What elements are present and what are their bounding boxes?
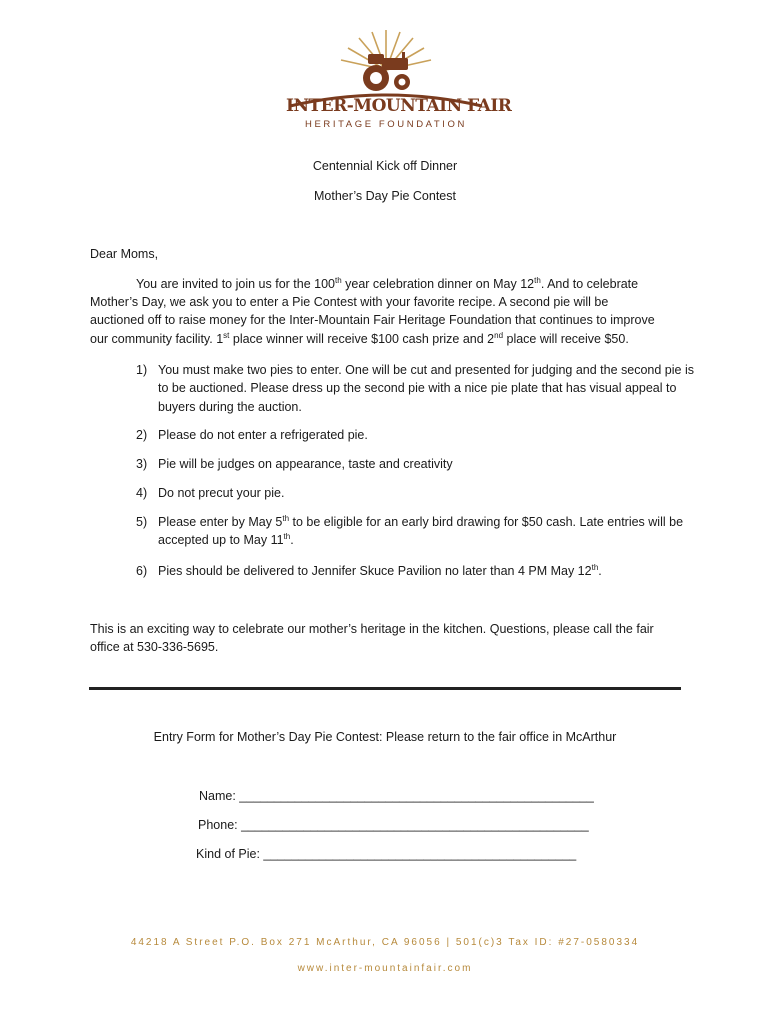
footer-website[interactable]: www.inter-mountainfair.com [297,963,473,974]
greeting: Dear Moms, [90,247,159,261]
foundation-logo [286,26,512,138]
rule-item-4: 4) Do not precut your pie. [136,486,285,500]
rule-item-5: 5) Please enter by May 5th to be eligible for an early bird drawing for $50 cash. Late entries will be accepted up to May 11th. [136,513,684,548]
rule-item-2: 2) Please do not enter a refrigerated pie. [136,428,368,442]
event-title: Centennial Kick off Dinner [312,159,458,173]
contest-title: Mother’s Day Pie Contest [314,189,456,203]
logo-name: INTER-MOUNTAIN FAIR [286,96,512,116]
kind-of-pie-field[interactable]: Kind of Pie: _____________________________________________ [196,847,577,861]
intro-line-1: You are invited to join us for the 100th year celebration dinner on May 12th. And to celebrate [136,275,639,291]
rule-item-3: 3) Pie will be judges on appearance, taste and creativity [136,457,453,471]
name-field[interactable]: Name: ___________________________________________________ [199,789,594,803]
intro-line-2: Mother’s Day, we ask you to enter a Pie Contest with your favorite recipe. A second pie will be [90,295,609,309]
intro-line-4: our community facility. 1st place winner will receive $100 cash prize and 2nd place will receive $50. [90,330,629,346]
intro-line-3: auctioned off to raise money for the Inter-Mountain Fair Heritage Foundation that continues to improve [90,313,655,327]
section-divider [89,687,681,690]
entry-form-title: Entry Form for Mother’s Day Pie Contest: Please return to the fair office in McArthur [153,730,617,744]
closing-line-2: office at 530-336-5695. [90,640,219,654]
phone-field[interactable]: Phone: __________________________________________________ [198,818,589,832]
rule-item-1: 1) You must make two pies to enter. One will be cut and presented for judging and the second pie is to be auctioned. Please dress up the second pie with a nice pie plate that has visual appeal to buyers during the auction. [136,363,694,414]
rule-item-6: 6) Pies should be delivered to Jennifer Skuce Pavilion no later than 4 PM May 12th. [136,562,602,578]
closing-line-1: This is an exciting way to celebrate our mother’s heritage in the kitchen. Questions, please call the fair [90,622,654,636]
footer-address: 44218 A Street P.O. Box 271 McArthur, CA 96056 | 501(c)3 Tax ID: #27-0580334 [130,937,640,948]
logo-subtitle: HERITAGE FOUNDATION [305,119,467,130]
